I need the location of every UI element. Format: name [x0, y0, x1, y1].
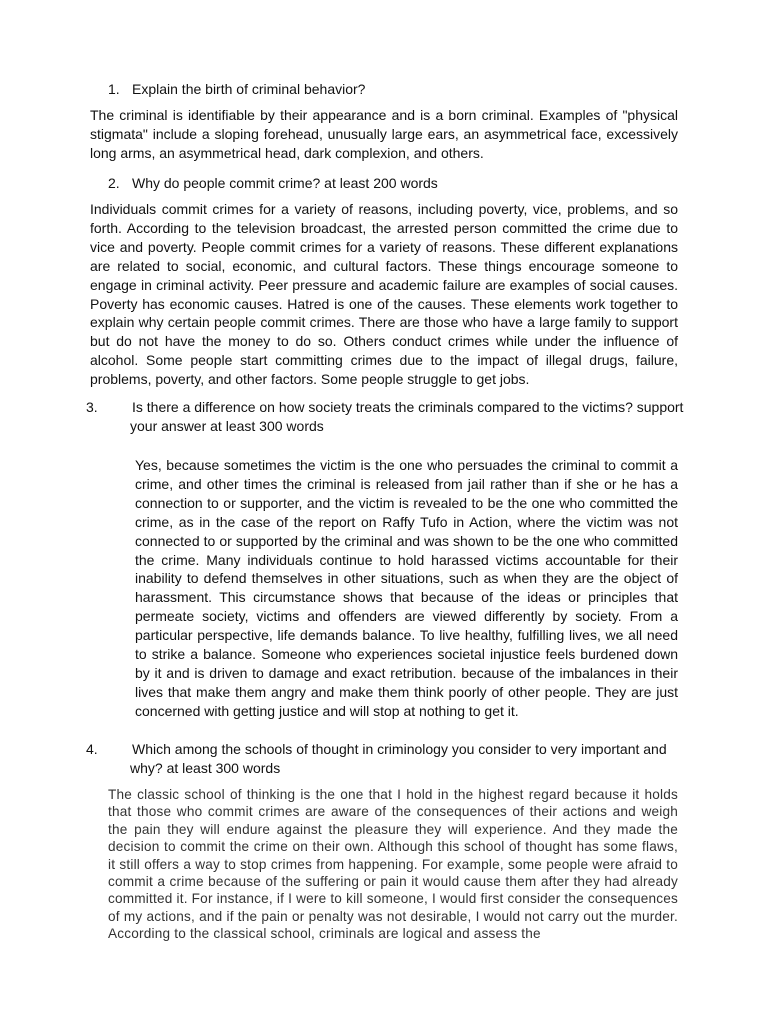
question-number: 2. [108, 175, 120, 191]
question-2 [108, 174, 708, 193]
question-3 [86, 398, 700, 436]
answer-1: The criminal is identifiable by their appearance and is a born criminal. Examples of "physical stigmata" include a sloping forehead, unusually large ears, an asymmetrical face, excessively long arms, an asymmetrical head, dark complexion, and others. [90, 107, 678, 161]
question-text: Is there a difference on how society treats the criminals compared to the victims? support your answer at least 300 words [130, 399, 684, 434]
answer-4: The classic school of thinking is the one that I hold in the highest regard because it holds that those who commit crimes are aware of the consequences of their actions and weigh the pain they will endure against the pleasure they will experience. And they made the decision to commit the crime on their own. Although this school of thought has some flaws, it still offers a way to stop crimes from happening. For example, some people were afraid to commit a crime because of the suffering or pain it would cause them after they had already committed it. For instance, if I were to kill someone, I would first consider the consequences of my actions, and if the pain or penalty was not desirable, I would not carry out the murder. According to the classical school, criminals are logical and assess the [108, 787, 678, 942]
question-number: 4. [86, 741, 98, 757]
question-number: 1. [108, 81, 120, 97]
answer-3: Yes, because sometimes the victim is the one who persuades the criminal to commit a crime, and other times the criminal is released from jail rather than if she or he has a connection to or supporter, and the victim is revealed to be the one who committed the crime, as in the case of the report on Raffy Tufo in Action, where the victim was not connected to or supported by the criminal and was shown to be the one who committed the crime. Many individuals continue to hold harassed victims accountable for their inability to defend themselves in other situations, such as when they are the object of harassment. This circumstance shows that because of the ideas or principles that permeate society, victims and offenders are viewed differently by society. From a particular perspective, life demands balance. To live healthy, fulfilling lives, we all need to strike a balance. Someone who experiences societal injustice feels burdened down by it and is driven to damage and exact retribution. because of the imbalances in their lives that make them angry and make them think poorly of other people. They are just concerned with getting justice and will stop at nothing to get it. [135, 457, 678, 719]
question-number: 3. [86, 399, 98, 415]
question-4 [86, 740, 700, 778]
question-text: Which among the schools of thought in criminology you consider to very important and why? at least 300 words [130, 741, 667, 776]
question-text: Why do people commit crime? at least 200 words [132, 175, 438, 191]
question-1 [108, 80, 708, 99]
answer-2: Individuals commit crimes for a variety of reasons, including poverty, vice, problems, and so forth. According to the television broadcast, the arrested person committed the crime due to vice and poverty. People commit crimes for a variety of reasons. These different explanations are related to social, economic, and cultural factors. These things encourage someone to engage in criminal activity. Peer pressure and academic failure are examples of social causes. Poverty has economic causes. Hatred is one of the causes. These elements work together to explain why certain people commit crimes. There are those who have a large family to support but do not have the money to do so. Others conduct crimes while under the influence of alcohol. Some people start committing crimes due to the impact of illegal drugs, failure, problems, poverty, and other factors. Some people struggle to get jobs. [90, 201, 678, 388]
question-text: Explain the birth of criminal behavior? [132, 81, 366, 97]
